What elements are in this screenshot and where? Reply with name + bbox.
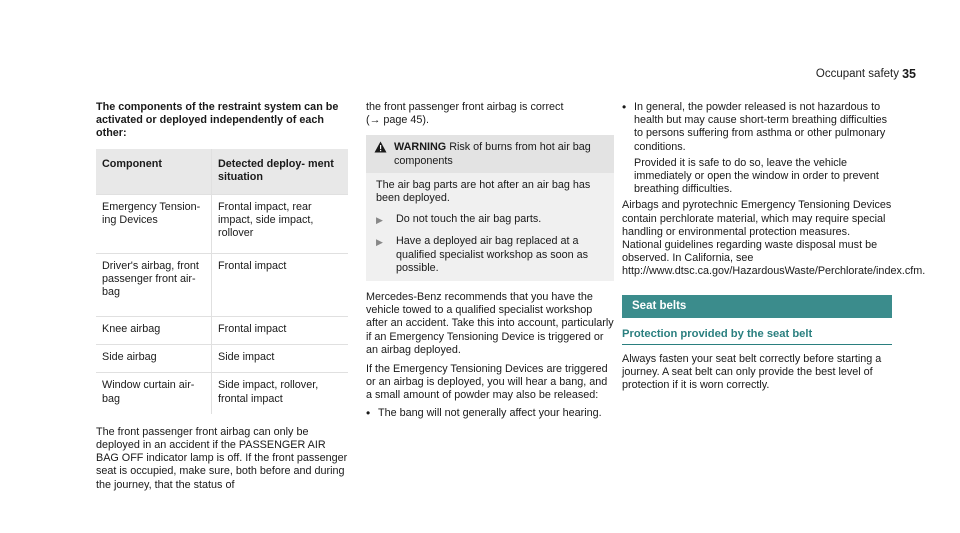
powder-paragraph: If the Emergency Tensioning Devices are triggered or an airbag is deployed, you will hear a bang, and a small amount of powder may also be released: (366, 363, 608, 402)
running-header: Occupant safety (815, 68, 899, 80)
table-row (96, 373, 348, 414)
table-cell: Knee airbag (96, 317, 212, 345)
arrow-right-icon: ▶ (376, 215, 383, 226)
list-item (622, 101, 892, 196)
section-title: Seat belts (622, 295, 892, 318)
warning-text: The air bag parts are hot after an air bag has been deployed. (376, 178, 591, 205)
table-cell: Side impact, rollover, frontal impact (212, 373, 349, 414)
page-number: 35 (902, 67, 916, 81)
page-reference-link[interactable]: (→ page 45). (366, 114, 430, 127)
table-cell: Frontal impact, rear impact, side impact, rollover (212, 195, 349, 254)
warning-body (366, 173, 614, 281)
warning-step (376, 213, 604, 227)
table-cell: Driver's airbag, front passenger front air- bag (96, 254, 212, 317)
arrow-right-icon: ▶ (376, 237, 383, 248)
middle-column (366, 101, 614, 420)
bullet-icon: • (622, 100, 627, 114)
table-cell: Side airbag (96, 345, 212, 373)
warning-step-text: Have a deployed air bag replaced at a qualified specialist workshop as soon as possible. (396, 235, 589, 274)
table-cell: Window curtain air- bag (96, 373, 212, 414)
list-item-text: The bang will not generally affect your hearing. (378, 406, 602, 419)
warning-step (376, 235, 604, 275)
table-cell: Emergency Tension- ing Devices (96, 195, 212, 254)
perchlorate-paragraph: Airbags and pyrotechnic Emergency Tensioning Devices contain perchlorate material, which may require special handling or environmental protection measures. National guidelines regarding waste disposal must be observed. In California, see http://www.dtsc.ca.gov/HazardousWaste/Perchlorate/index.cfm. (622, 199, 926, 278)
table-row (96, 195, 348, 254)
subheading: Protection provided by the seat belt (622, 328, 892, 345)
table-cell: Frontal impact (212, 317, 349, 345)
table-intro: The components of the restraint system can be activated or deployed independently of each other: (96, 101, 339, 140)
table-row (96, 317, 348, 345)
continuation-text: the front passenger front airbag is correct (366, 101, 564, 113)
table-header-row (96, 149, 348, 195)
table-row (96, 345, 348, 373)
warning-header (366, 135, 614, 172)
warning-box (366, 135, 614, 281)
table-row (96, 254, 348, 317)
list-item-continuation: Provided it is safe to do so, leave the vehicle immediately or open the window in order to prevent breathing difficulties. (634, 156, 879, 196)
components-table (96, 149, 348, 414)
airbag-paragraph: The front passenger front airbag can only be deployed in an accident if the PASSENGER AIR BAG OFF indicator lamp is off. If the front passenger seat is occupied, make sure, both before and during the journey, that the status of (96, 425, 348, 491)
right-column (622, 100, 926, 397)
warning-step-text: Do not touch the air bag parts. (396, 213, 542, 226)
warning-triangle-icon (374, 141, 394, 167)
warning-label: WARNING (394, 141, 447, 154)
warning-title: Risk of burns from hot air bag components (394, 141, 591, 167)
table-cell: Side impact (212, 345, 349, 373)
list-item (366, 407, 614, 420)
left-column (96, 101, 348, 496)
bullet-icon: • (366, 405, 371, 420)
table-cell: Frontal impact (212, 254, 349, 317)
table-header-deployment: Detected deploy- ment situation (212, 149, 349, 195)
list-item-text: In general, the powder released is not hazardous to health but may cause short-term breathing difficulties to persons suffering from asthma or other pulmonary conditions. (634, 101, 888, 153)
recommendation-paragraph: Mercedes-Benz recommends that you have the vehicle towed to a qualified specialist workshop after an accident. Take this into account, particularly if an Emergency Tensioning Device is triggered or an airbag deployed. (366, 291, 614, 356)
table-header-component: Component (96, 149, 212, 195)
seat-belt-paragraph: Always fasten your seat belt correctly before starting a journey. A seat belt can only provide the best level of protection if it is worn correctly. (622, 353, 882, 392)
